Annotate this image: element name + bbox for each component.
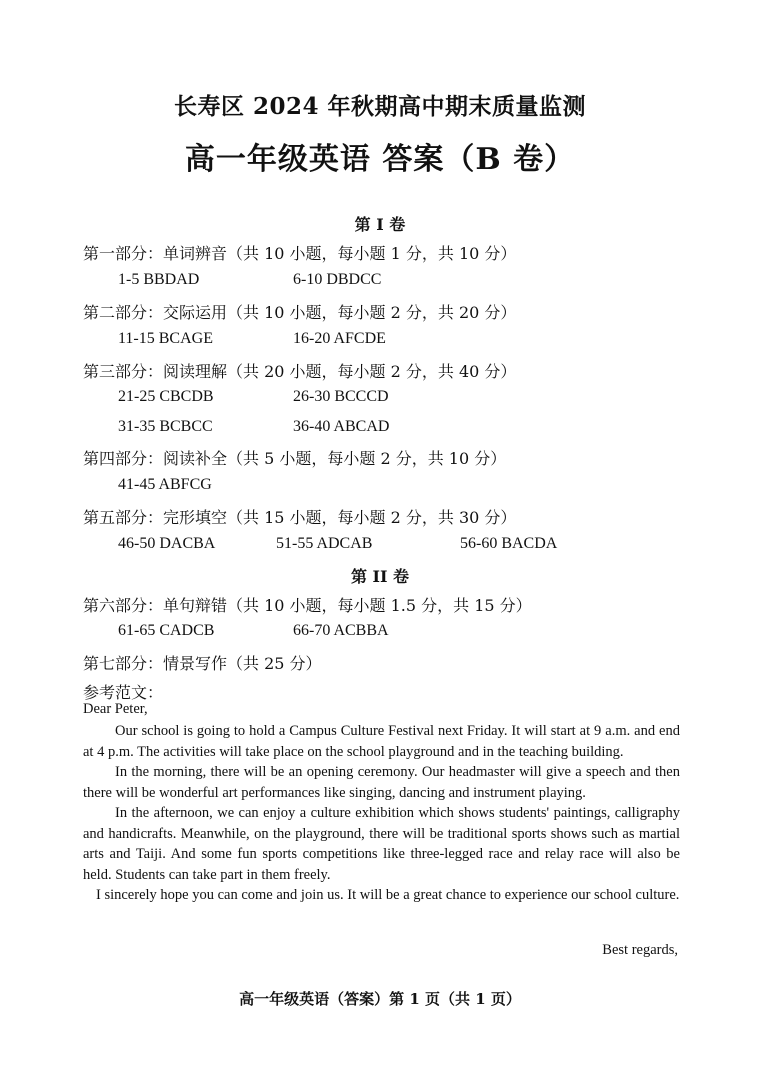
answer-group: 6-10 DBDCC [293,271,382,288]
letter-paragraph: Our school is going to hold a Campus Culture Festival next Friday. It will start at 9 a.m. and end at 4 p.m. The activities will take place on the school playground and in the teaching building. [83,723,680,760]
answer-group: 56-60 BACDA [460,535,558,552]
section-heading-6: 第六部分：单句辩错（共 10 小题，每小题 1.5 分，共 15 分） [83,596,532,615]
exam-title: 长寿区 2024 年秋期高中期末质量监测 [173,93,587,120]
section-heading-7: 第七部分：情景写作（共 25 分） [83,654,322,673]
answer-group: 46-50 DACBA [118,535,216,552]
answer-group: 51-55 ADCAB [276,535,373,552]
exam-subtitle: 高一年级英语 答案（B 卷） [184,142,576,177]
answer-group: 31-35 BCBCC [118,418,213,435]
letter-closing: Best regards, [602,942,678,958]
section-heading-3: 第三部分：阅读理解（共 20 小题，每小题 2 分，共 40 分） [83,362,517,381]
page-footer: 高一年级英语（答案）第 1 页（共 1 页） [239,990,521,1008]
answer-group: 16-20 AFCDE [293,330,386,347]
volume-two-heading: 第 II 卷 [350,567,410,586]
letter-paragraph: I sincerely hope you can come and join us. It will be a great chance to experience our school culture. [96,887,680,903]
answer-group: 41-45 ABFCG [118,476,212,493]
letter-paragraph: In the afternoon, we can enjoy a culture exhibition which shows students' paintings, calligraphy and handicrafts. Meanwhile, on the playground, there will be traditional sports shows such as martial arts and Taiji. And some fun sports competitions like three-legged race and relay race will also be held. Students can take part in them freely. [83,805,680,883]
answer-group: 21-25 CBCDB [118,388,214,405]
answer-group: 36-40 ABCAD [293,418,390,435]
section-heading-2: 第二部分：交际运用（共 10 小题，每小题 2 分，共 20 分） [83,303,517,322]
letter-salutation: Dear Peter, [83,701,148,717]
answer-group: 61-65 CADCB [118,622,215,639]
letter-body [83,721,680,906]
reference-essay-label: 参考范文： [83,683,164,702]
answer-group: 66-70 ACBBA [293,622,389,639]
section-heading-4: 第四部分：阅读补全（共 5 小题，每小题 2 分，共 10 分） [83,449,507,468]
answer-group: 26-30 BCCCD [293,388,389,405]
volume-one-heading: 第 I 卷 [354,215,406,234]
section-heading-1: 第一部分：单词辨音（共 10 小题，每小题 1 分，共 10 分） [83,244,517,263]
letter-paragraph: In the morning, there will be an opening ceremony. Our headmaster will give a speech and then there will be wonderful art performances like singing, dancing and instrument playing. [83,764,680,801]
answer-group: 11-15 BCAGE [118,330,213,347]
section-heading-5: 第五部分：完形填空（共 15 小题，每小题 2 分，共 30 分） [83,508,517,527]
answer-group: 1-5 BBDAD [118,271,200,288]
